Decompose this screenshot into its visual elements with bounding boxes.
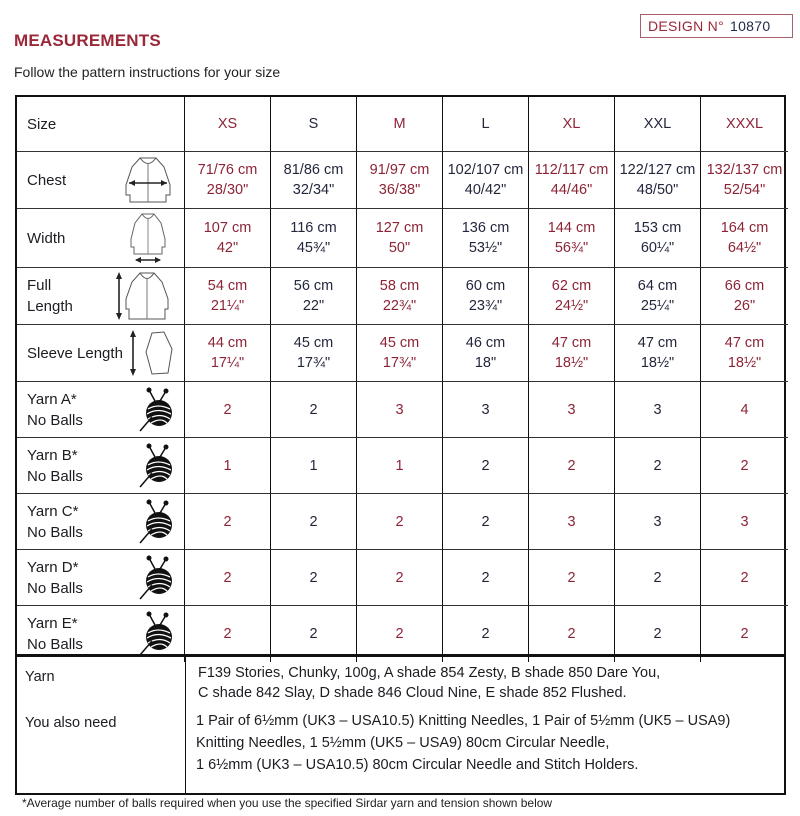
size-header-s: S [271, 97, 357, 152]
sleeve-s-cm: 45 cm [293, 335, 334, 351]
length-xs-in: 21¼" [210, 298, 245, 314]
row-label-yarn-c: Yarn C* No Balls [17, 494, 185, 550]
sleeve-xs-cm: 44 cm [207, 335, 248, 351]
page-subtitle: Follow the pattern instructions for your size [14, 64, 281, 80]
sleeve-l-cm: 46 cm [465, 335, 506, 351]
length-xxl-in: 25¼" [640, 298, 675, 314]
yarn-ball-needles-icon [136, 443, 176, 489]
sleeve-xl-cm: 47 cm [551, 335, 592, 351]
sleeve-m-cm: 45 cm [379, 335, 420, 351]
width-l-in: 53½" [468, 240, 503, 256]
length-xl-in: 24½" [554, 298, 589, 314]
yarn-d-xxl: 2 [615, 550, 701, 606]
width-xs-in: 42" [216, 240, 239, 256]
chest-xs-in: 28/30" [206, 182, 249, 198]
length-xl-cm: 62 cm [551, 278, 592, 294]
measurements-table [15, 95, 786, 656]
width-m-in: 50" [388, 240, 411, 256]
yarn-e-xl: 2 [529, 606, 615, 662]
materials-section [15, 655, 786, 795]
row-label-yarn-e: Yarn E* No Balls [17, 606, 185, 662]
width-s-cm: 116 cm [290, 220, 337, 236]
yarn-ball-needles-icon [136, 611, 176, 657]
chest-xxxl-in: 52/54" [723, 182, 766, 198]
width-l-cm: 136 cm [461, 220, 510, 236]
length-m-in: 22¾" [382, 298, 417, 314]
length-m-cm: 58 cm [379, 278, 420, 294]
length-xxxl-cm: 66 cm [724, 278, 765, 294]
yarn-a-m: 3 [357, 382, 443, 438]
chest-xs-cm: 71/76 cm [197, 162, 258, 178]
needles-line-3: 1 6½mm (UK3 – USA10.5) 80cm Circular Needle and Stitch Holders. [196, 757, 639, 773]
size-header-xxxl: XXXL [701, 97, 788, 152]
width-xs-cm: 107 cm [203, 220, 252, 236]
yarn-e-xxl: 2 [615, 606, 701, 662]
row-label-yarn-b: Yarn B* No Balls [17, 438, 185, 494]
width-m-cm: 127 cm [375, 220, 424, 236]
row-label-yarn-a: Yarn A* No Balls [17, 382, 185, 438]
yarn-a-s: 2 [271, 382, 357, 438]
yarn-ball-needles-icon [136, 555, 176, 601]
footnote: *Average number of balls required when you use the specified Sirdar yarn and tension shown below [22, 796, 553, 810]
length-s-cm: 56 cm [293, 278, 334, 294]
yarn-e-m: 2 [357, 606, 443, 662]
chest-xl-cm: 112/117 cm [534, 162, 609, 178]
length-l-cm: 60 cm [465, 278, 506, 294]
cardigan-chest-icon [120, 155, 176, 205]
yarn-c-xs: 2 [185, 494, 271, 550]
size-header-l: L [443, 97, 529, 152]
width-s-in: 45¾" [296, 240, 331, 256]
yarn-e-l: 2 [443, 606, 529, 662]
yarn-d-xxxl: 2 [701, 550, 788, 606]
chest-xxl-in: 48/50" [636, 182, 679, 198]
needles-line-2: Knitting Needles, 1 5½mm (UK5 – USA9) 80cm Circular Needle, [196, 735, 610, 751]
sleeve-xxl-cm: 47 cm [637, 335, 678, 351]
length-s-in: 22" [302, 298, 325, 314]
yarn-ball-needles-icon [136, 499, 176, 545]
yarn-c-xxl: 3 [615, 494, 701, 550]
yarn-c-xxxl: 3 [701, 494, 788, 550]
chest-xl-in: 44/46" [550, 182, 593, 198]
width-xxxl-in: 64½" [727, 240, 762, 256]
chest-l-cm: 102/107 cm [447, 162, 524, 178]
cardigan-length-icon [114, 269, 176, 323]
row-label-sleeve-length: Sleeve Length [17, 325, 185, 382]
yarn-b-s: 1 [271, 438, 357, 494]
length-xxl-cm: 64 cm [637, 278, 678, 294]
size-header-xl: XL [529, 97, 615, 152]
width-xl-cm: 144 cm [547, 220, 596, 236]
size-header-label: Size [17, 97, 185, 152]
width-xl-in: 56¾" [554, 240, 589, 256]
yarn-d-l: 2 [443, 550, 529, 606]
yarn-line-1: F139 Stories, Chunky, 100g, A shade 854 Zesty, B shade 850 Dare You, [198, 665, 661, 681]
page-title: MEASUREMENTS [14, 31, 161, 50]
yarn-a-xl: 3 [529, 382, 615, 438]
sleeve-m-in: 17¾" [382, 355, 417, 371]
yarn-b-xxxl: 2 [701, 438, 788, 494]
chest-l-in: 40/42" [464, 182, 507, 198]
chest-s-in: 32/34" [292, 182, 335, 198]
size-header-m: M [357, 97, 443, 152]
chest-xxxl-cm: 132/137 cm [706, 162, 783, 178]
yarn-b-l: 2 [443, 438, 529, 494]
yarn-line-2: C shade 842 Slay, D shade 846 Cloud Nine, E shade 852 Flushed. [198, 685, 627, 701]
yarn-e-xxxl: 2 [740, 626, 749, 642]
sleeve-xl-in: 18½" [554, 355, 589, 371]
yarn-b-xs: 1 [185, 438, 271, 494]
yarn-ball-needles-icon [136, 387, 176, 433]
yarn-a-xs: 2 [185, 382, 271, 438]
design-number: 10870 [729, 18, 771, 34]
yarn-c-xl: 3 [529, 494, 615, 550]
length-xxxl-in: 26" [733, 298, 756, 314]
yarn-c-m: 2 [357, 494, 443, 550]
yarn-a-l: 3 [443, 382, 529, 438]
chest-m-in: 36/38" [378, 182, 421, 198]
you-also-need-label: You also need [25, 715, 117, 731]
design-label: DESIGN N° [648, 18, 724, 34]
design-number-box [640, 14, 793, 38]
sleeve-length-icon [128, 327, 176, 379]
sleeve-s-in: 17¾" [296, 355, 331, 371]
sleeve-xxxl-in: 18½" [727, 355, 762, 371]
needles-line-1: 1 Pair of 6½mm (UK3 – USA10.5) Knitting Needles, 1 Pair of 5½mm (UK5 – USA9) [196, 713, 731, 729]
width-xxl-cm: 153 cm [633, 220, 682, 236]
row-label-full-length: Full Length [17, 268, 185, 325]
row-label-width: Width [17, 209, 185, 268]
size-header-xs: XS [185, 97, 271, 152]
chest-xxl-cm: 122/127 cm [619, 162, 696, 178]
yarn-c-l: 2 [443, 494, 529, 550]
yarn-d-xs: 2 [185, 550, 271, 606]
yarn-b-m: 1 [357, 438, 443, 494]
length-xs-cm: 54 cm [207, 278, 248, 294]
yarn-c-s: 2 [271, 494, 357, 550]
yarn-e-s: 2 [271, 606, 357, 662]
yarn-d-xl: 2 [529, 550, 615, 606]
width-xxxl-cm: 164 cm [720, 220, 769, 236]
sleeve-l-in: 18" [474, 355, 497, 371]
length-l-in: 23¾" [468, 298, 503, 314]
sleeve-xs-in: 17¼" [210, 355, 245, 371]
chest-s-cm: 81/86 cm [283, 162, 344, 178]
yarn-a-xxxl: 4 [701, 382, 788, 438]
row-label-chest: Chest [17, 152, 185, 209]
width-xxl-in: 60¼" [640, 240, 675, 256]
yarn-d-s: 2 [271, 550, 357, 606]
materials-divider [185, 657, 186, 793]
yarn-e-xs: 2 [185, 606, 271, 662]
yarn-label: Yarn [25, 669, 55, 685]
cardigan-width-icon [120, 211, 176, 265]
chest-m-cm: 91/97 cm [369, 162, 430, 178]
sleeve-xxl-in: 18½" [640, 355, 675, 371]
yarn-b-xxl: 2 [615, 438, 701, 494]
size-header-xxl: XXL [615, 97, 701, 152]
sleeve-xxxl-cm: 47 cm [724, 335, 765, 351]
row-label-yarn-d: Yarn D* No Balls [17, 550, 185, 606]
yarn-b-xl: 2 [529, 438, 615, 494]
yarn-a-xxl: 3 [615, 382, 701, 438]
yarn-d-m: 2 [357, 550, 443, 606]
